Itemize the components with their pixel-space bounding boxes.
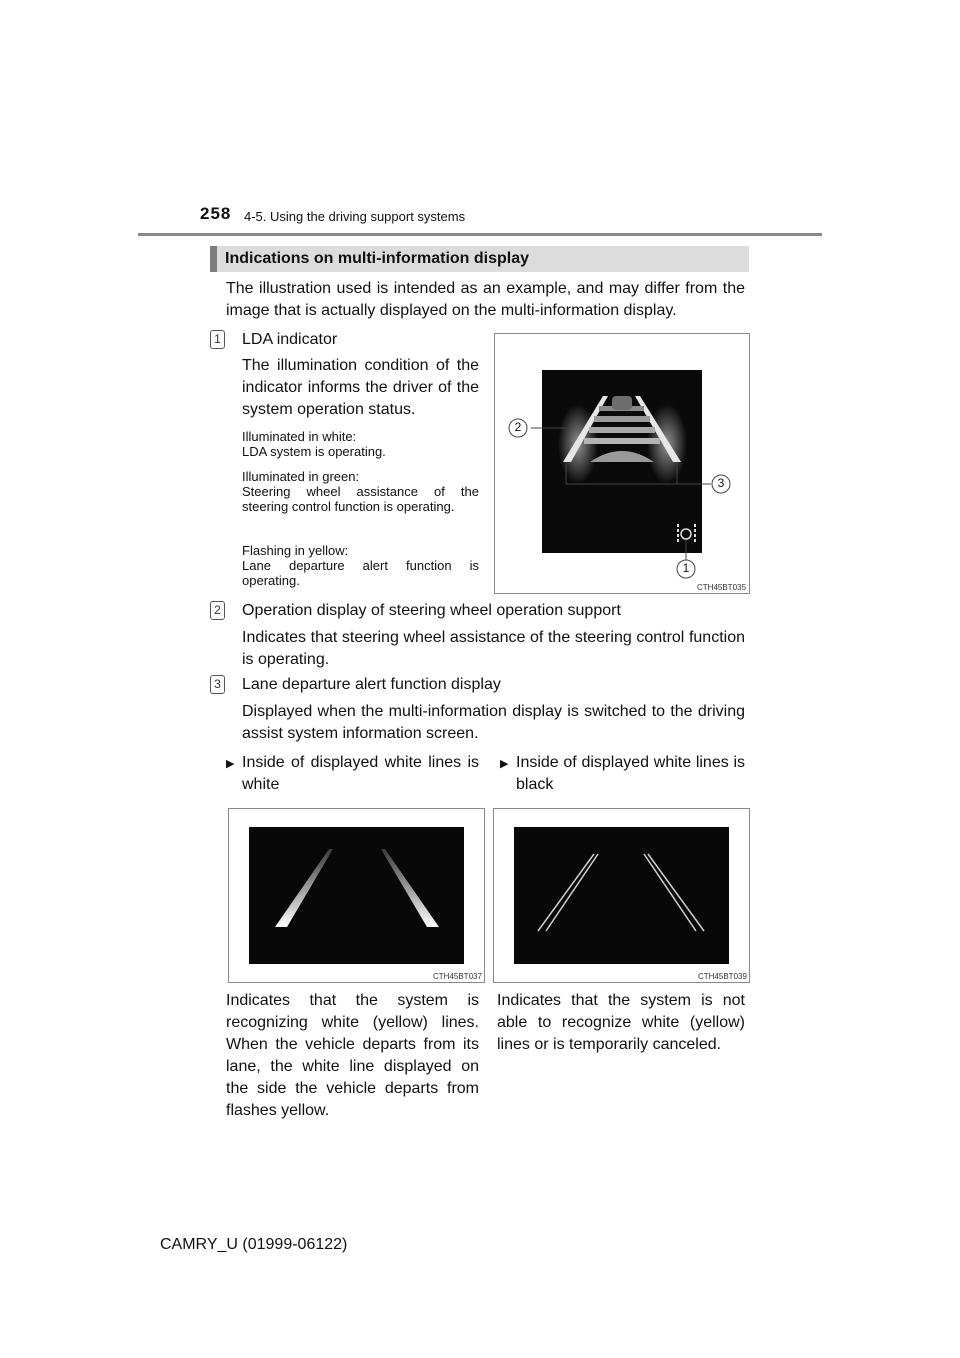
bullet-white-inside: Inside of displayed white lines is white: [242, 754, 479, 793]
car-ahead-icon: [612, 396, 632, 410]
item-title-lda-indicator: LDA indicator: [242, 331, 338, 348]
bullet-black-inside: Inside of displayed white lines is black: [516, 754, 745, 793]
arrow-bullet-icon: ▶: [226, 758, 235, 770]
white-lines-illustration: [229, 809, 484, 982]
item-number-3: 3: [210, 675, 225, 694]
state-yellow-text: Lane departure alert function is operating.: [242, 558, 479, 588]
item-description-lane-departure: Displayed when the multi-information display is switched to the driving assist system information screen.: [242, 703, 745, 742]
callout-label-3: 3: [717, 476, 725, 490]
item-description-lda-indicator: The illumination condition of the indicator informs the driver of the system operation status.: [242, 357, 479, 418]
intro-paragraph: The illustration used is intended as an example, and may differ from the image that is actually displayed on the multi-information display.: [226, 280, 745, 319]
figure-code: CTH45BT037: [433, 972, 482, 981]
figure-white-lines: [228, 808, 485, 983]
item-number-1: 1: [210, 330, 225, 349]
section-title: 4-5. Using the driving support systems: [244, 209, 466, 224]
callout-label-2: 2: [514, 420, 522, 434]
item-number-2: 2: [210, 601, 225, 620]
item-description-steering-support: Indicates that steering wheel assistance of the steering control function is operating.: [242, 629, 745, 668]
state-yellow: [242, 543, 479, 588]
callout-label-1: 1: [682, 561, 690, 575]
footer-model-code: CAMRY_U (01999-06122): [160, 1236, 348, 1253]
lda-display-illustration: [495, 334, 749, 593]
section-heading: [210, 246, 749, 272]
header-divider: [138, 233, 822, 236]
figure-black-lines: [493, 808, 750, 983]
figure-main: [494, 333, 750, 594]
state-white-text: LDA system is operating.: [242, 444, 386, 459]
state-white: [242, 429, 479, 459]
item-title-steering-support: Operation display of steering wheel operation support: [242, 602, 621, 619]
display-screen: [249, 827, 464, 964]
section-heading-text: Indications on multi-information display: [225, 250, 530, 267]
item-title-lane-departure: Lane departure alert function display: [242, 676, 501, 693]
state-white-label: Illuminated in white:: [242, 429, 357, 444]
caption-white-inside: Indicates that the system is recognizing white (yellow) lines. When the vehicle departs from its lane, the white line displayed on the side the vehicle departs from flashes yellow.: [226, 992, 479, 1119]
state-green-text: Steering wheel assistance of the steering control function is operating.: [242, 484, 479, 514]
arrow-bullet-icon: ▶: [500, 758, 509, 770]
caption-black-inside: Indicates that the system is not able to recognize white (yellow) lines or is temporarily canceled.: [497, 992, 745, 1053]
figure-code: CTH45BT035: [697, 583, 746, 592]
state-yellow-label: Flashing in yellow:: [242, 543, 349, 558]
state-green-label: Illuminated in green:: [242, 469, 360, 484]
display-screen: [514, 827, 729, 964]
support-bar: [594, 416, 650, 422]
page-number: 258: [200, 204, 232, 223]
figure-code: CTH45BT039: [698, 972, 747, 981]
state-green: [242, 469, 479, 514]
support-bar: [589, 427, 655, 433]
black-lines-illustration: [494, 809, 749, 982]
support-bar: [584, 438, 660, 444]
